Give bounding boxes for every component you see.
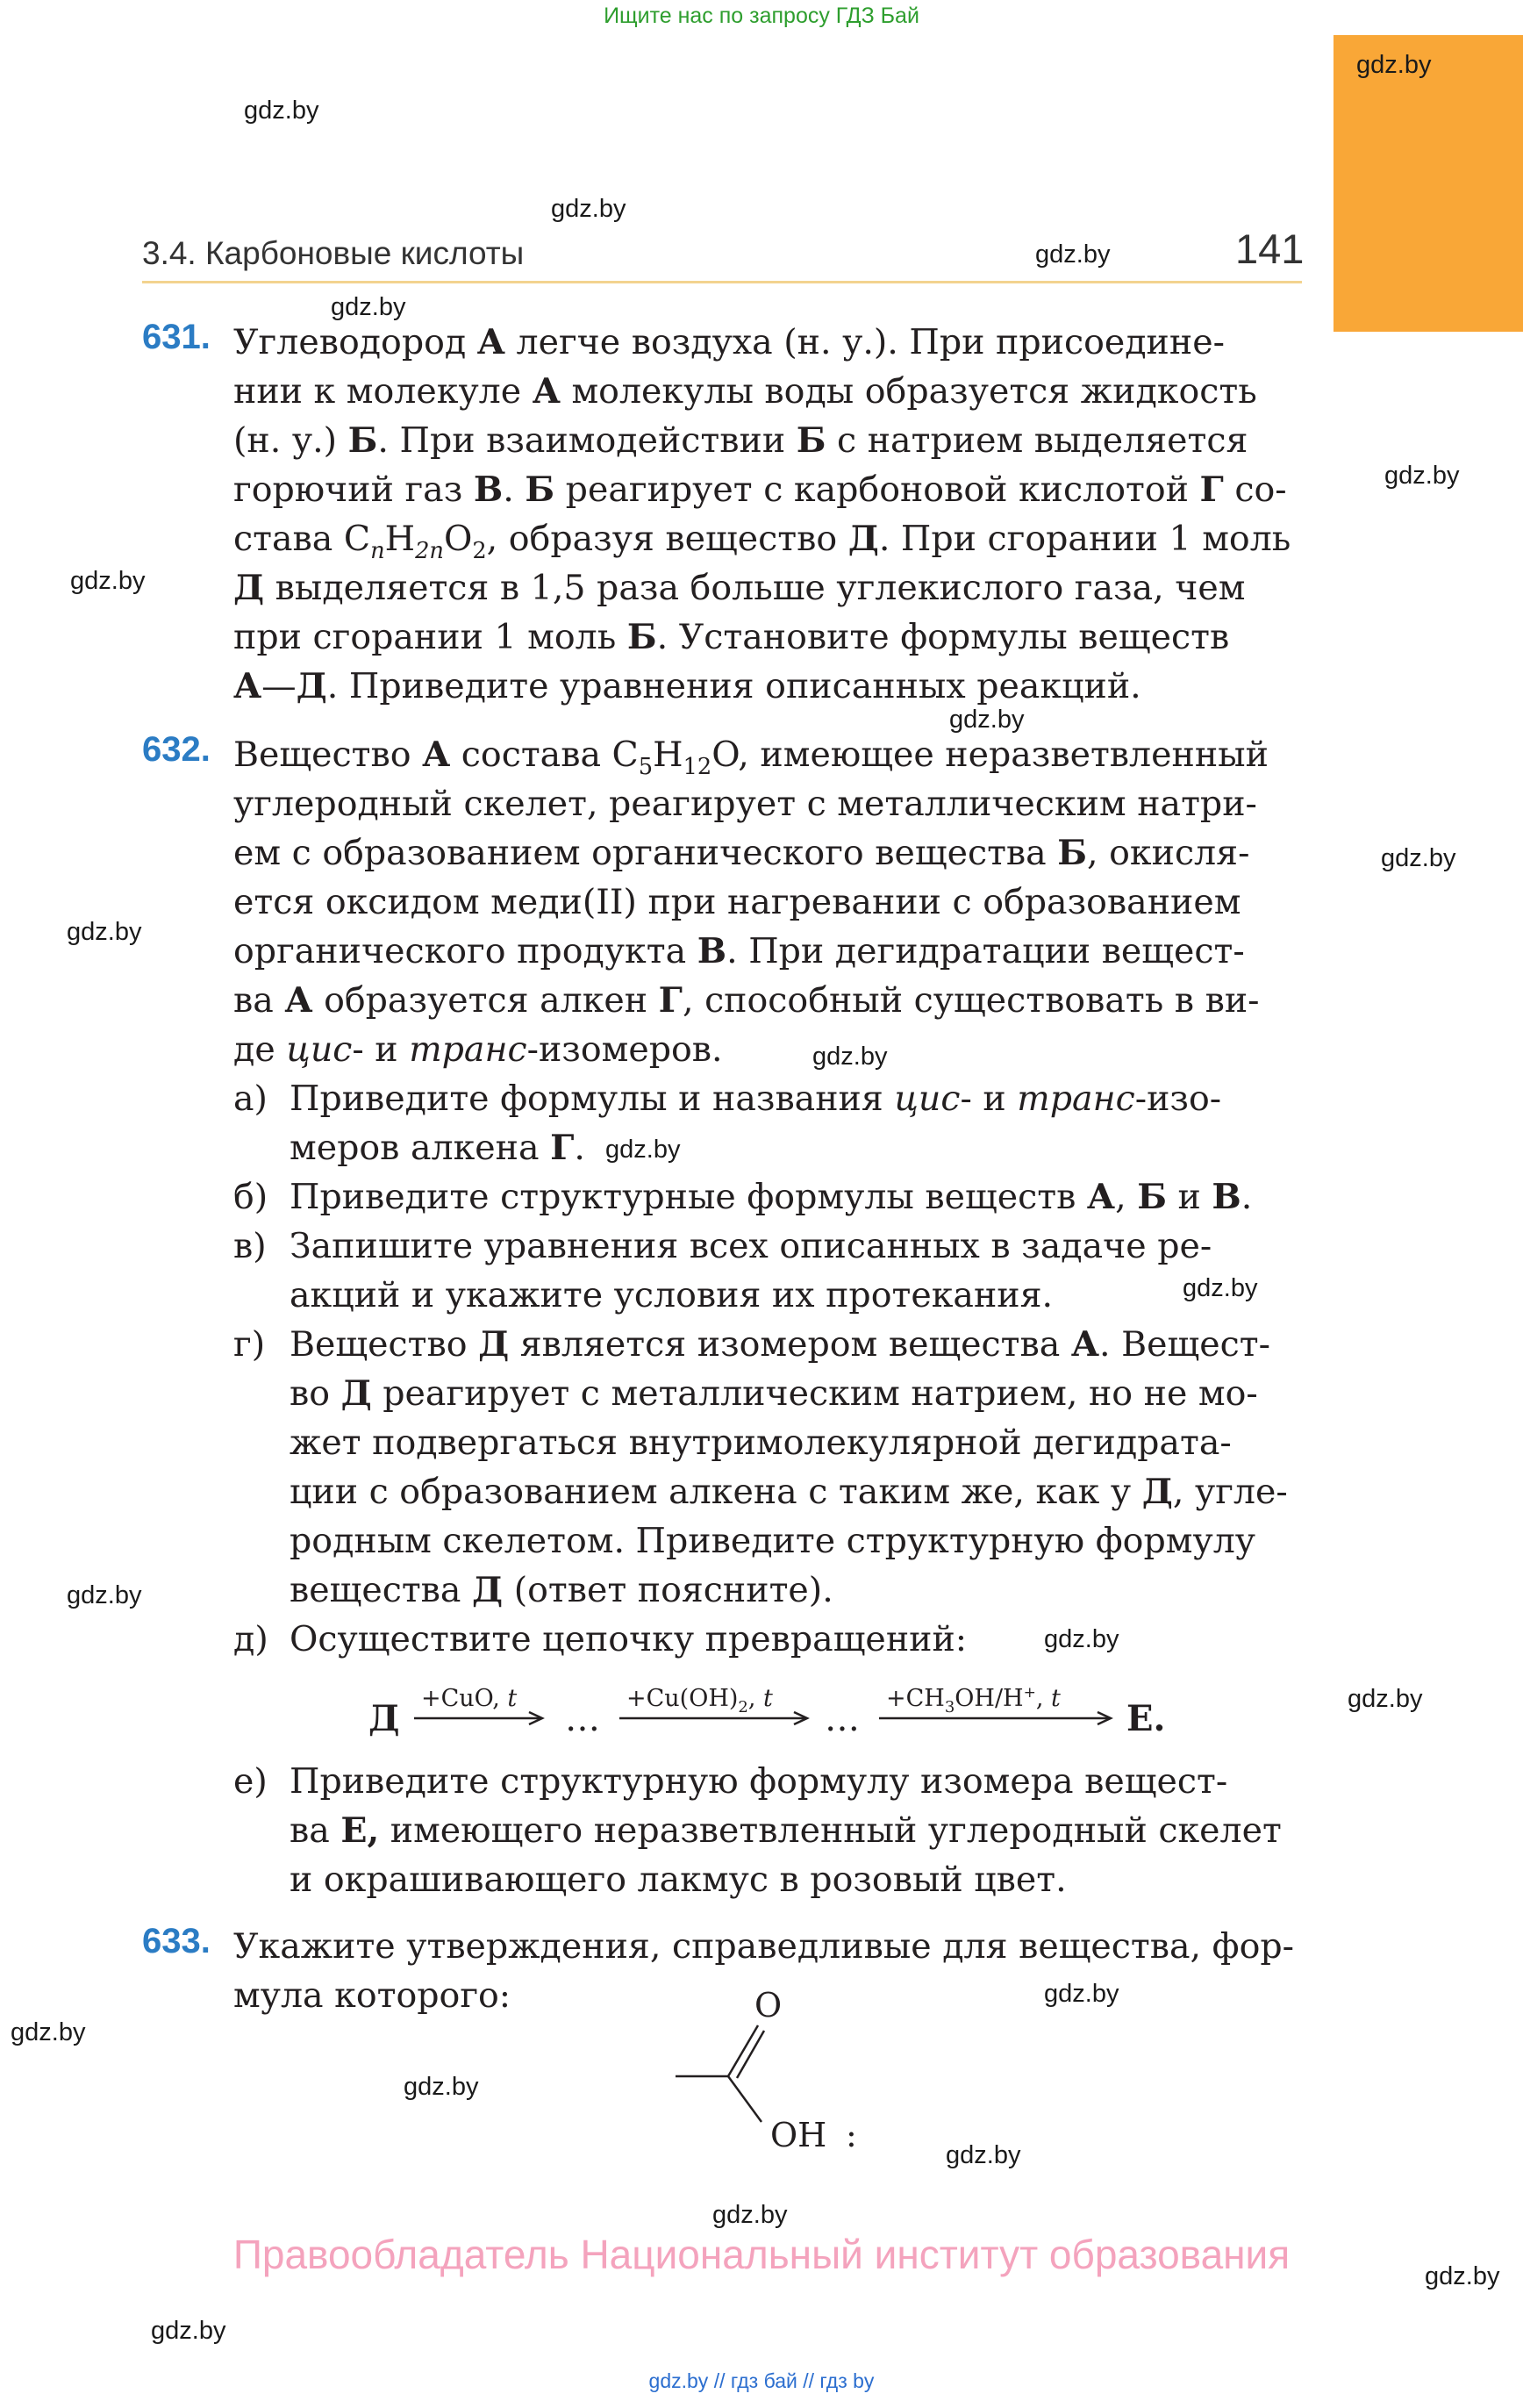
subitem-g-line-6: вещества Д (ответ поясните). bbox=[290, 1570, 833, 1610]
copyright-holder: Правообладатель Национальный институт образования bbox=[232, 2232, 1291, 2277]
p631-line-4: горючий газ В. Б реагирует с карбоновой кислотой Г со- bbox=[233, 469, 1287, 510]
p631-line-6: Д выделяется в 1,5 раза больше углекислого газа, чем bbox=[233, 568, 1246, 608]
chain-end: Е. bbox=[1126, 1698, 1166, 1739]
section-title: 3.4. Карбоновые кислоты bbox=[142, 235, 525, 271]
watermark: gdz.by bbox=[1044, 1625, 1119, 1653]
p632-line-4: ется оксидом меди(II) при нагревании с образованием bbox=[233, 882, 1241, 922]
watermark: gdz.by bbox=[946, 2141, 1021, 2169]
chain-ellipsis-2: … bbox=[825, 1699, 860, 1739]
problem-number-632: 632. bbox=[142, 730, 211, 769]
acetic-acid-structure bbox=[667, 1980, 877, 2155]
footer-links[interactable]: gdz.by // гдз бай // гдз by bbox=[648, 2369, 875, 2392]
watermark: gdz.by bbox=[331, 293, 406, 321]
watermark: gdz.by bbox=[151, 2317, 226, 2345]
subitem-letter-b: б) bbox=[233, 1177, 268, 1217]
subitem-letter-v: в) bbox=[233, 1226, 267, 1266]
problem-number-633: 633. bbox=[142, 1922, 211, 1960]
subitem-a-line-1: Приведите формулы и названия цис- и транс-изо- bbox=[290, 1079, 1222, 1119]
reaction-chain bbox=[368, 1676, 1193, 1746]
watermark: gdz.by bbox=[244, 97, 319, 125]
p632-line-2: углеродный скелет, реагирует с металлическим натри- bbox=[233, 784, 1257, 824]
watermark: gdz.by bbox=[712, 2201, 788, 2229]
watermark: gdz.by bbox=[404, 2073, 479, 2101]
subitem-letter-d: д) bbox=[233, 1619, 268, 1659]
watermark: gdz.by bbox=[1044, 1980, 1119, 2008]
p631-line-3: (н. у.) Б. При взаимодействии Б с натрием выделяется bbox=[233, 420, 1248, 461]
bond-hydroxyl bbox=[728, 2076, 762, 2122]
watermark: gdz.by bbox=[67, 918, 142, 946]
header-rule bbox=[142, 281, 1302, 283]
chain-ellipsis-1: … bbox=[565, 1699, 600, 1739]
p632-line-5: органического продукта В. При дегидратации вещест- bbox=[233, 931, 1245, 971]
subitem-d-line-1: Осуществите цепочку превращений: bbox=[290, 1619, 968, 1659]
watermark: gdz.by bbox=[1384, 462, 1460, 490]
watermark: gdz.by bbox=[11, 2018, 86, 2046]
p632-line-1: Вещество А состава $C_5H_{12}O$, имеющее неразветвленный bbox=[233, 735, 1269, 780]
subitem-g-line-4: ции с образованием алкена с таким же, как у Д, угле- bbox=[290, 1472, 1288, 1512]
subitem-g-line-5: родным скелетом. Приведите структурную формулу bbox=[290, 1521, 1256, 1561]
page-number: 141 bbox=[1235, 226, 1305, 272]
problem-number-631: 631. bbox=[142, 318, 211, 356]
subitem-e-line-3: и окрашивающего лакмус в розовый цвет. bbox=[290, 1860, 1067, 1900]
chain-start: Д bbox=[368, 1698, 400, 1739]
p633-line-1: Укажите утверждения, справедливые для вещества, фор- bbox=[233, 1926, 1294, 1967]
arrow-3-label: $+CH_3OH/H^+$, t bbox=[886, 1684, 1061, 1716]
subitem-e-line-1: Приведите структурную формулу изомера вещест- bbox=[290, 1761, 1228, 1802]
watermark: gdz.by bbox=[1425, 2262, 1500, 2290]
subitem-b-line-1: Приведите структурные формулы веществ А, Б и В. bbox=[290, 1177, 1253, 1217]
watermark: gdz.by bbox=[812, 1043, 888, 1071]
watermark: gdz.by bbox=[949, 706, 1025, 734]
p632-line-7: де цис- и транс-изомеров. bbox=[233, 1029, 723, 1070]
subitem-g-line-3: жет подвергаться внутримолекулярной дегидрата- bbox=[290, 1423, 1232, 1463]
watermark: gdz.by bbox=[1381, 844, 1456, 872]
watermark: gdz.by bbox=[551, 195, 626, 223]
formula-colon: : bbox=[846, 2116, 857, 2154]
watermark: gdz.by bbox=[1348, 1685, 1423, 1713]
p632-line-3: ем с образованием органического вещества Б, окисля- bbox=[233, 833, 1250, 873]
subitem-letter-e: е) bbox=[233, 1761, 268, 1802]
p631-line-5: става $C_nH_{2n}O_2$, образуя вещество Д. При сгорании 1 моль bbox=[233, 519, 1291, 564]
subitem-v-line-2: акций и укажите условия их протекания. bbox=[290, 1275, 1054, 1315]
arrow-1-label: +CuO, t bbox=[421, 1685, 518, 1712]
arrow-2-label: $+Cu(OH)_2$, t bbox=[626, 1685, 773, 1716]
subitem-a-line-2: меров алкена Г. bbox=[290, 1128, 585, 1168]
subitem-e-line-2: ва Е, имеющего неразветвленный углеродный скелет bbox=[290, 1810, 1282, 1851]
subitem-g-line-1: Вещество Д является изомером вещества А. Вещест- bbox=[290, 1324, 1270, 1365]
p631-line-1: Углеводород А легче воздуха (н. у.). При присоедине- bbox=[233, 322, 1225, 362]
subitem-letter-g: г) bbox=[233, 1324, 266, 1365]
atom-hydroxyl: OH bbox=[770, 2116, 827, 2154]
watermark: gdz.by bbox=[1356, 51, 1432, 79]
watermark: gdz.by bbox=[1035, 240, 1111, 269]
subitem-v-line-1: Запишите уравнения всех описанных в задаче ре- bbox=[290, 1226, 1212, 1266]
p631-line-2: нии к молекуле А молекулы воды образуется жидкость bbox=[233, 371, 1257, 412]
subitem-g-line-2: во Д реагирует с металлическим натрием, но не мо- bbox=[290, 1373, 1258, 1414]
p631-line-7: при сгорании 1 моль Б. Установите формулы веществ bbox=[233, 617, 1230, 657]
watermark: gdz.by bbox=[1183, 1274, 1258, 1302]
top-banner: Ищите нас по запросу ГДЗ Бай bbox=[604, 4, 919, 28]
atom-oxygen: O bbox=[754, 1986, 783, 2025]
subitem-letter-a: а) bbox=[233, 1079, 268, 1119]
watermark: gdz.by bbox=[70, 567, 146, 595]
p631-line-8: А—Д. Приведите уравнения описанных реакций. bbox=[233, 666, 1141, 706]
p632-line-6: ва А образуется алкен Г, способный существовать в ви- bbox=[233, 980, 1260, 1021]
watermark: gdz.by bbox=[67, 1581, 142, 1609]
p633-line-2: мула которого: bbox=[233, 1975, 511, 2016]
watermark: gdz.by bbox=[605, 1136, 681, 1164]
